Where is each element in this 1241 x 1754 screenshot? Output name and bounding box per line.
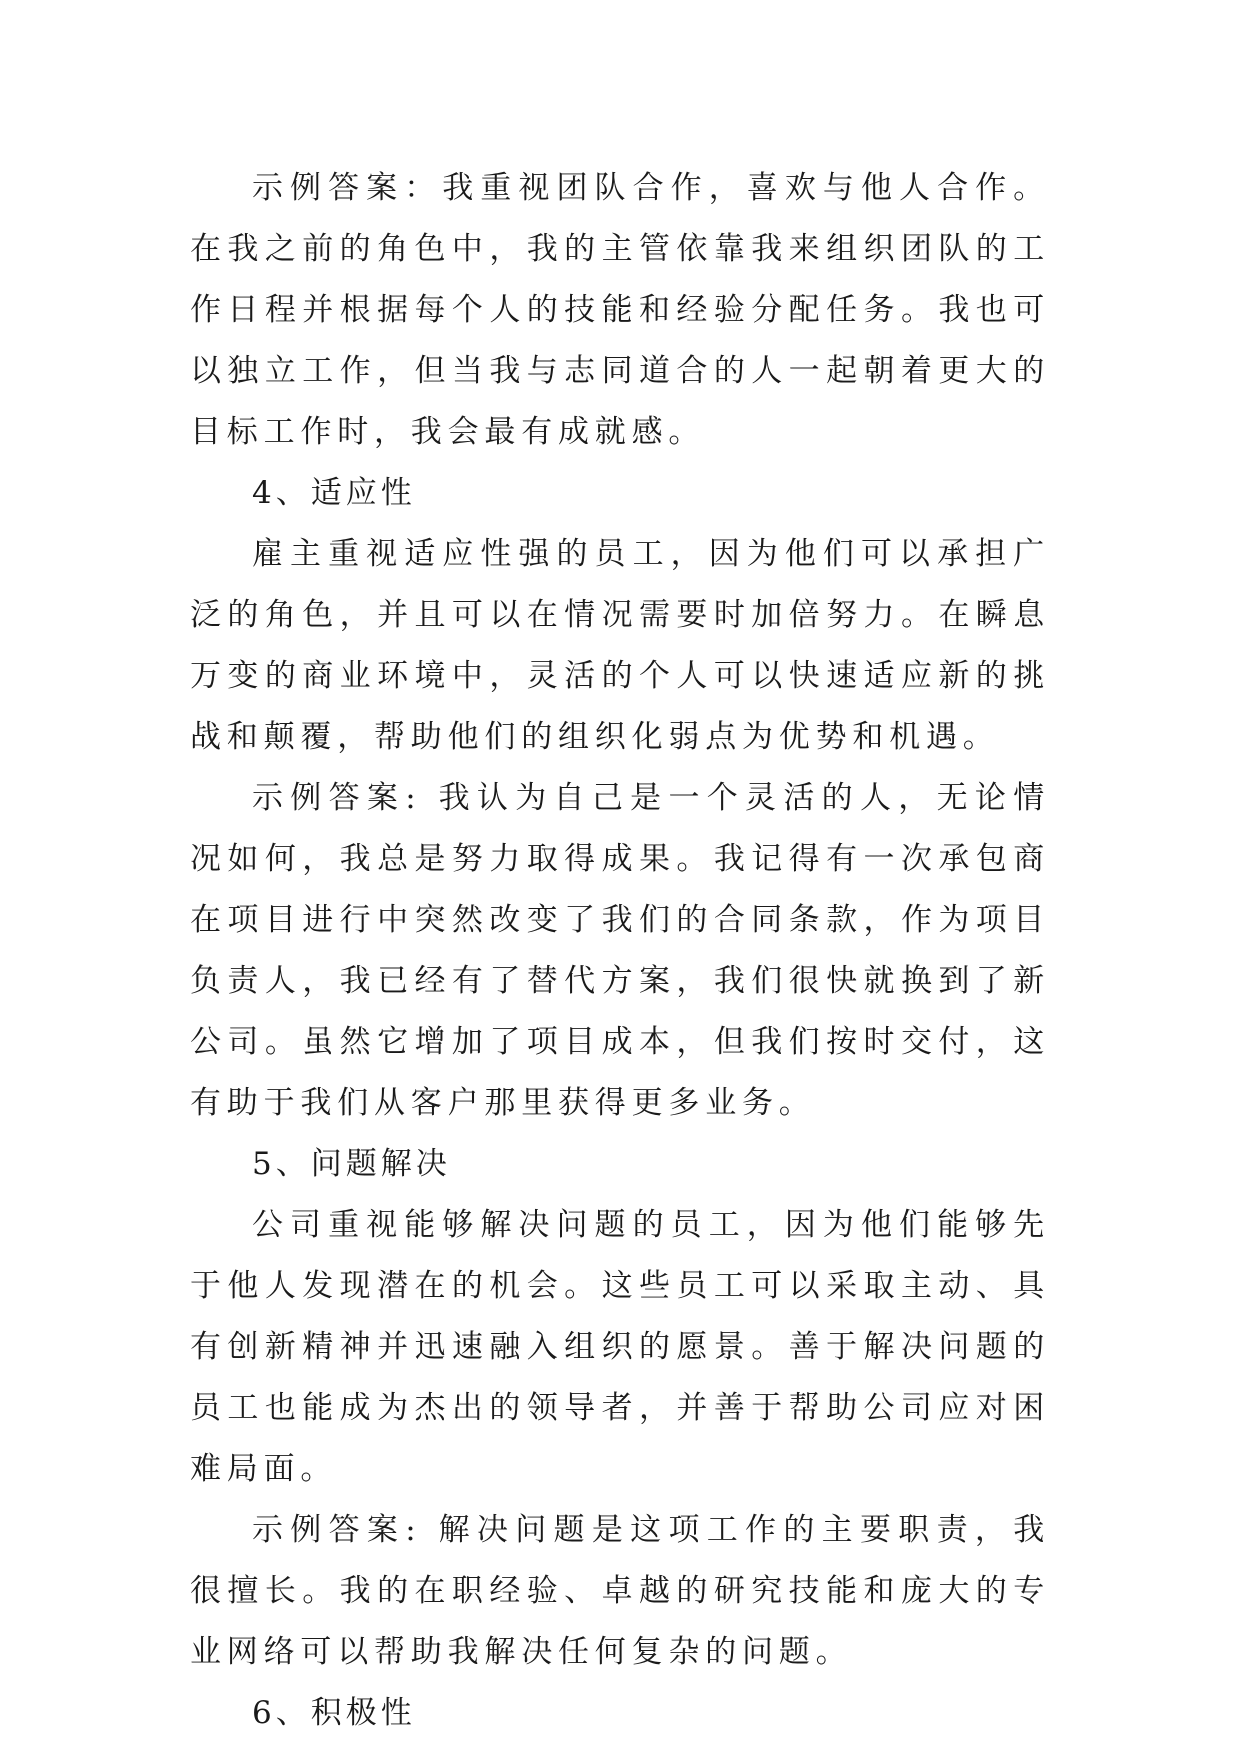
document-body xyxy=(190,158,1050,1744)
paragraph-adaptability-example-answer: 示例答案: 我认为自己是一个灵活的人，无论情况如何，我总是努力取得成果。我记得有一次承包商在项目进行中突然改变了我们的合同条款，作为项目负责人，我已经有了替代方案，我们很快就换到了新公司。虽然它增加了项目成本，但我们按时交付，这有助于我们从客户那里获得更多业务。 xyxy=(190,780,1050,1121)
paragraph-problem-solving-description: 公司重视能够解决问题的员工，因为他们能够先于他人发现潜在的机会。这些员工可以采取主动、具有创新精神并迅速融入组织的愿景。善于解决问题的员工也能成为杰出的领导者，并善于帮助公司应对困难局面。 xyxy=(190,1207,1050,1487)
paragraph-adaptability-description: 雇主重视适应性强的员工，因为他们可以承担广泛的角色，并且可以在情况需要时加倍努力。在瞬息万变的商业环境中，灵活的个人可以快速适应新的挑战和颠覆，帮助他们的组织化弱点为优势和机遇。 xyxy=(190,536,1050,755)
section-heading-adaptability: 4、适应性 xyxy=(252,475,416,511)
section-heading-problem-solving: 5、问题解决 xyxy=(252,1146,451,1182)
paragraph-teamwork-example-answer: 示例答案：我重视团队合作，喜欢与他人合作。在我之前的角色中，我的主管依靠我来组织团队的工作日程并根据每个人的技能和经验分配任务。我也可以独立工作，但当我与志同道合的人一起朝着更大的目标工作时，我会最有成就感。 xyxy=(190,170,1050,450)
paragraph-problem-solving-example-answer: 示例答案: 解决问题是这项工作的主要职责，我很擅长。我的在职经验、卓越的研究技能和庞大的专业网络可以帮助我解决任何复杂的问题。 xyxy=(190,1512,1050,1670)
section-heading-initiative: 6、积极性 xyxy=(252,1695,416,1731)
